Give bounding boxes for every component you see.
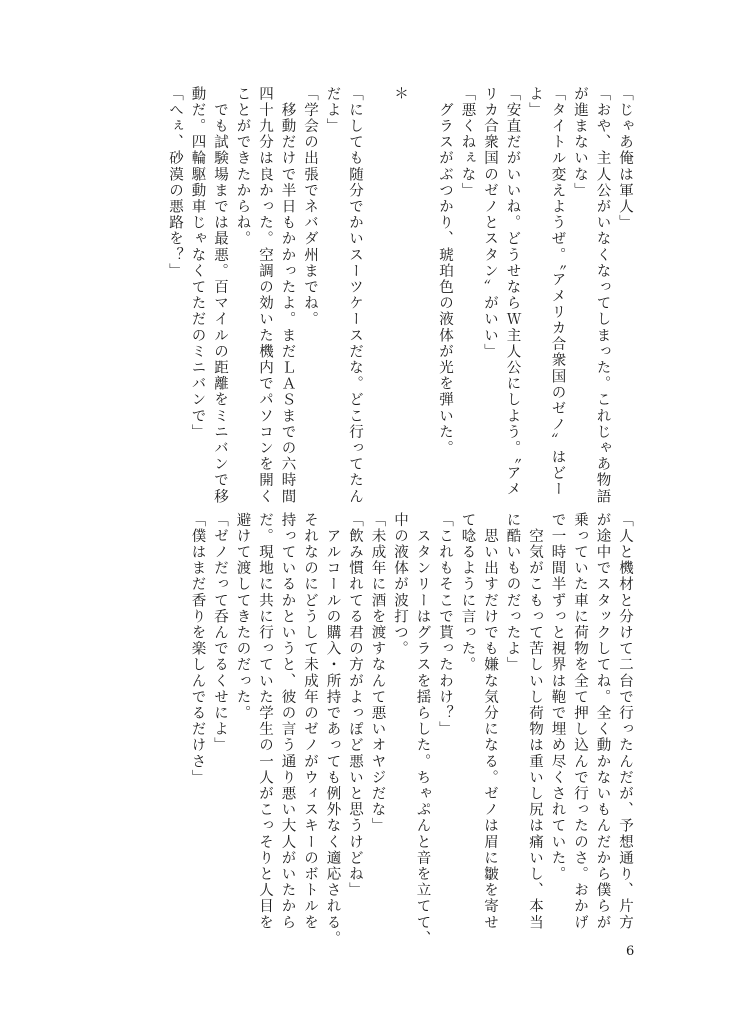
text-line: アルコールの購入・所持であっても例外なく適応される。 [324, 512, 341, 947]
text-line: だ。現地に共に行っていた学生の一人がこっそりと人目を [257, 512, 273, 931]
text-line: 避けて渡してきたのだった。 [234, 512, 251, 722]
text-line: 「未成年に酒を渡すなんて悪いオヤジだな」 [369, 512, 386, 834]
text-line: 持っているかというと、彼の言う通り悪い大人がいたから [279, 512, 296, 931]
page-number: 6 [626, 944, 635, 959]
text-line: でも試験場までは最悪。百マイルの距離をミニバンで移 [212, 86, 228, 505]
text-line: リカ合衆国のゼノとスタン〟がいい」 [482, 86, 498, 360]
text-line: 動だ。四輪駆動車じゃなくてただのミニバンで」 [189, 86, 206, 441]
text-line: 中の液体が波打つ。 [392, 512, 408, 657]
text-line: 「人と機材と分けて二台で行ったんだが、予想通り、片方 [617, 512, 633, 931]
text-line: 空気がこもって苦しいし荷物は重いし尻は痛いし、本当 [527, 512, 543, 931]
text-block-lower [116, 512, 636, 947]
text-line: スタンリーはグラスを揺らした。ちゃぷんと音を立てて、 [414, 512, 431, 947]
text-line: ＊ [392, 86, 408, 103]
text-line: て唸るように言った。 [459, 512, 476, 673]
text-line: 「タイトル変えようぜ。〝アメリカ合衆国のゼノ〟はどー [549, 86, 566, 498]
text-line: が途中でスタックしてね。全く動かないもんだから僕らが [594, 512, 611, 931]
text-block-upper [116, 86, 636, 505]
text-line: 「おや、主人公がいなくなってしまった。これじゃあ物語 [594, 86, 611, 505]
text-line [411, 86, 434, 466]
text-line: で一時間半ずっと視界は鞄で埋め尽くされていた。 [549, 512, 566, 883]
text-line: に酷いものだったよ」 [504, 512, 521, 673]
text-line: 思い出すだけでも嫌な気分になる。ゼノは眉に皺を寄せ [482, 512, 498, 931]
text-line [366, 86, 389, 466]
text-line: 「へぇ、砂漠の悪路を？」 [167, 86, 183, 280]
text-line: だよ」 [324, 86, 341, 135]
text-line: 「にしても随分でかいスーツケースだな。どこ行ってたん [347, 86, 363, 505]
text-line: グラスがぶつかり、琥珀色の液体が光を弾いた。 [437, 86, 453, 457]
text-line: 「悪くねぇな」 [459, 86, 476, 199]
text-line: 四十九分は良かった。空調の効いた機内でパソコンを開く [257, 86, 273, 505]
text-line: 「安直だがいいね。どうせならＷ主人公にしよう。〝アメ [504, 86, 521, 498]
text-line: それなのにどうして未成年のゼノがウィスキーのボトルを [302, 512, 318, 931]
text-line: 「じゃあ俺は軍人」 [617, 86, 633, 231]
text-line: ことができたからね。 [234, 86, 251, 247]
text-line: 「学会の出張でネバダ州までね。 [302, 86, 318, 328]
text-line: 「僕はまだ香りを楽しんでるだけさ」 [189, 512, 206, 786]
text-line: が進まないな」 [572, 86, 588, 199]
text-line: 移動だけで半日もかかったよ。まだＬＡＳまでの六時間 [279, 86, 296, 505]
text-line: 「ゼノだって呑んでるくせによ」 [212, 512, 228, 754]
text-line: よ」 [527, 86, 543, 119]
text-line: 乗っていた車に荷物を全て押し込んで行ったのさ。おかげ [572, 512, 588, 931]
text-line: 「これもそこで貰ったわけ？」 [437, 512, 453, 738]
text-line: 「飲み慣れてる君の方がよっぽど悪いと思うけどね」 [347, 512, 363, 899]
